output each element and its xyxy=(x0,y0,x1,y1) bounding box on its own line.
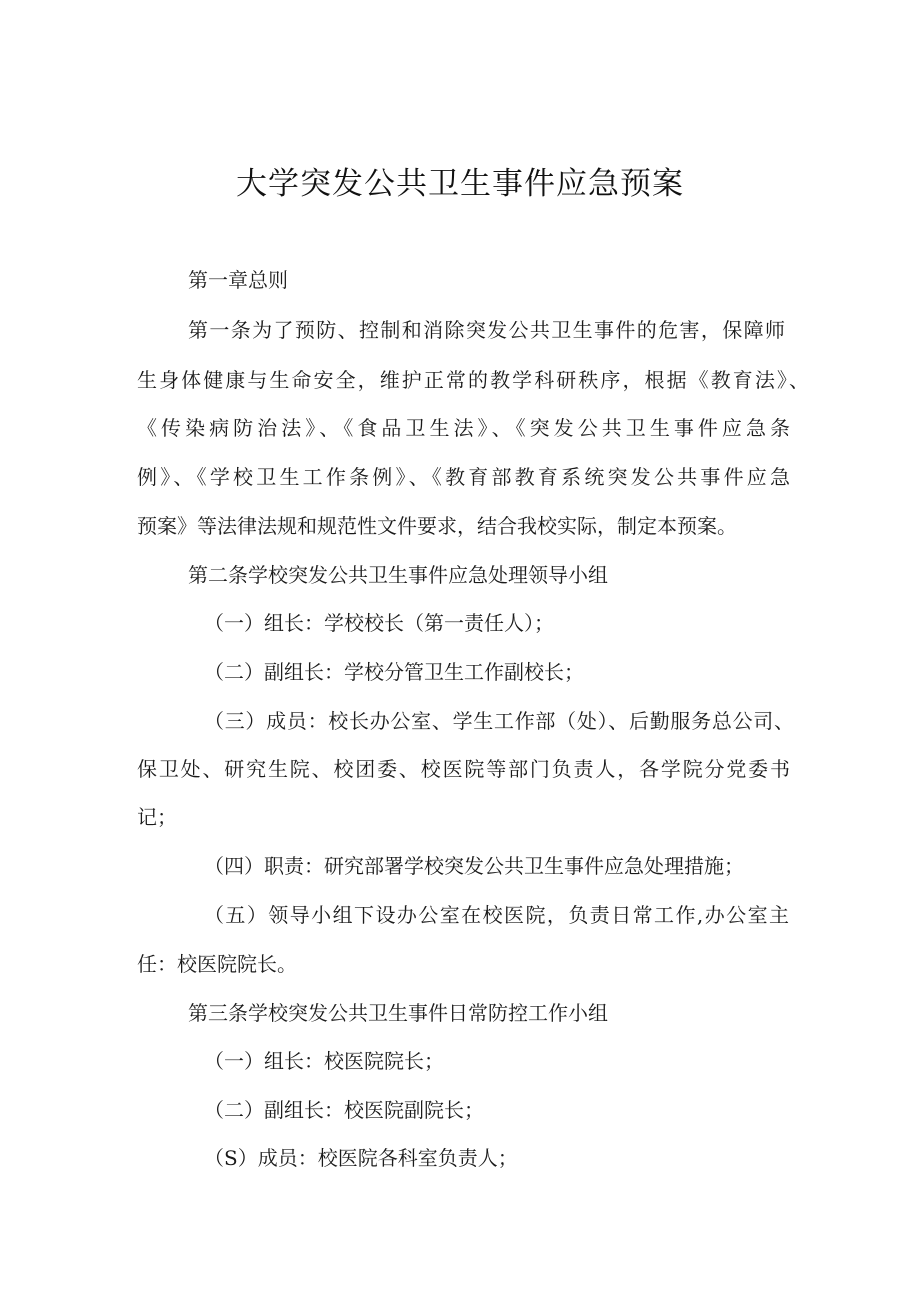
article1-line5: 预案》等法律法规和规范性文件要求，结合我校实际，制定本预案。 xyxy=(137,514,737,538)
article1-line3: 《传染病防治法》、《食品卫生法》、《突发公共卫生事件应急条 xyxy=(137,416,790,440)
article2-item3-line2: 保卫处、研究生院、校团委、校医院等部门负责人，各学院分党委书 xyxy=(137,757,790,781)
chapter-heading: 第一章总则 xyxy=(188,268,288,292)
article3-heading: 第三条学校突发公共卫生事件日常防控工作小组 xyxy=(188,1001,608,1025)
article3-item2: （二）副组长：校医院副院长； xyxy=(204,1098,484,1122)
article2-item2: （二）副组长：学校分管卫生工作副校长； xyxy=(204,660,584,684)
article3-item3: （S）成员：校医院各科室负责人； xyxy=(204,1146,518,1170)
article1-line2: 生身体健康与生命安全，维护正常的教学科研秩序，根据《教育法》、 xyxy=(137,368,809,392)
article2-heading: 第二条学校突发公共卫生事件应急处理领导小组 xyxy=(188,563,608,587)
article2-item5-line1: （五）领导小组下设办公室在校医院，负责日常工作,办公室主 xyxy=(204,903,789,927)
article2-item4: （四）职责：研究部署学校突发公共卫生事件应急处理措施； xyxy=(204,854,744,878)
article2-item5-line2: 任：校医院院长。 xyxy=(137,952,297,976)
article3-item1: （一）组长：校医院院长； xyxy=(204,1049,444,1073)
article2-item1: （一）组长：学校校长（第一责任人）； xyxy=(204,611,554,635)
article1-line4: 例》、《学校卫生工作条例》、《教育部教育系统突发公共事件应急 xyxy=(137,465,790,489)
article1-line1: 第一条为了预防、控制和消除突发公共卫生事件的危害，保障师 xyxy=(188,318,785,342)
article2-item3-line3: 记； xyxy=(137,805,177,829)
article2-item3-line1: （三）成员：校长办公室、学生工作部（处）、后勤服务总公司、 xyxy=(204,709,794,733)
document-title: 大学突发公共卫生事件应急预案 xyxy=(236,166,684,202)
